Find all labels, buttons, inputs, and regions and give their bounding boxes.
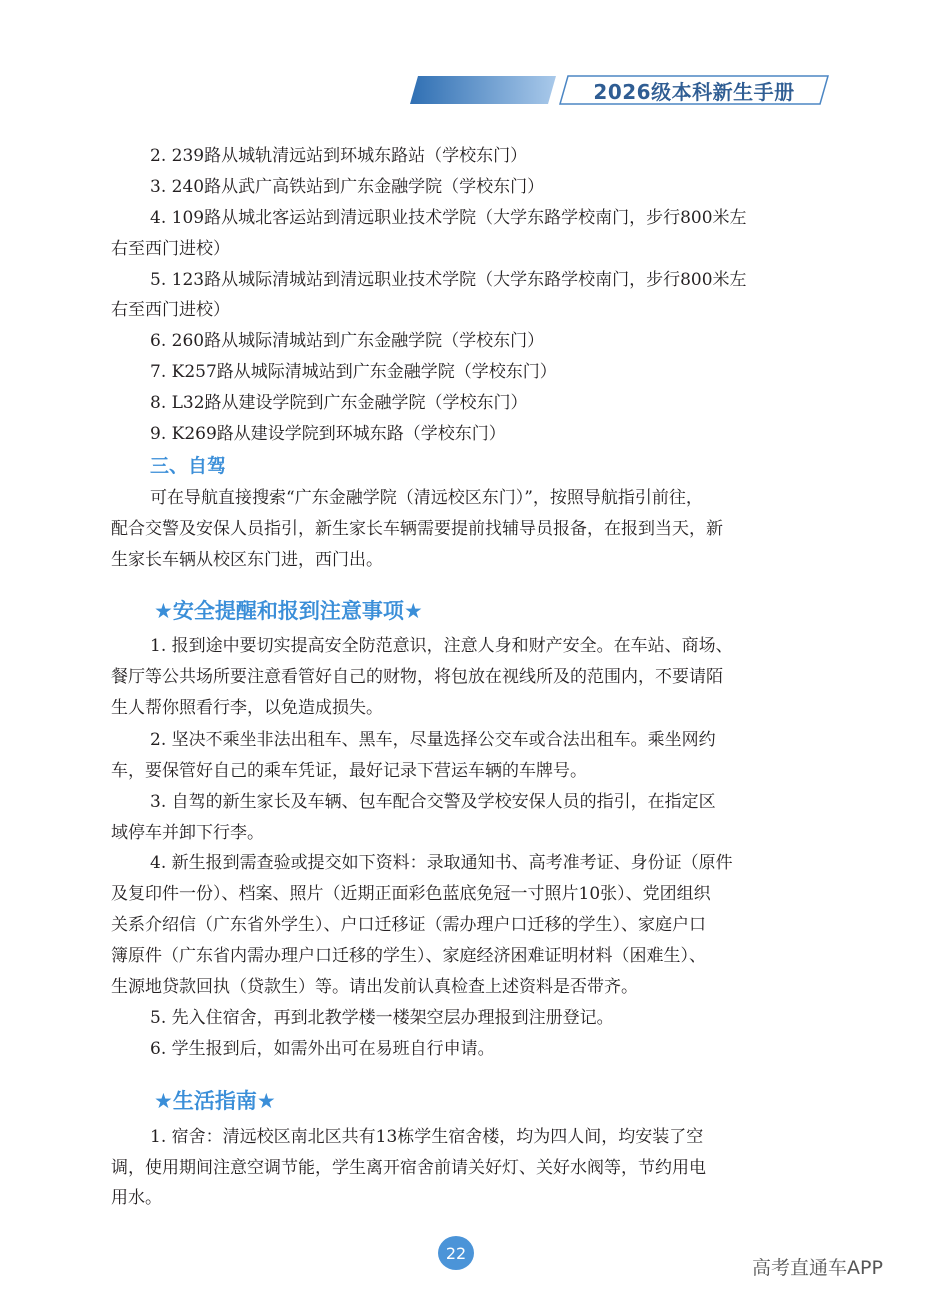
bus-line: 4. 109路从城北客运站到清远职业技术学院（大学东路学校南门，步行800米左 <box>150 208 747 228</box>
paragraph-line: 餐厅等公共场所要注意看管好自己的财物，将包放在视线所及的范围内，不要请陌 <box>111 667 723 687</box>
paragraph-line: 生家长车辆从校区东门进，西门出。 <box>111 550 383 570</box>
paragraph-line: 调，使用期间注意空调节能，学生离开宿舍前请关好灯、关好水阀等，节约用电 <box>111 1158 706 1178</box>
bus-line: 5. 123路从城际清城站到清远职业技术学院（大学东路学校南门，步行800米左 <box>150 270 747 290</box>
paragraph-line: 配合交警及安保人员指引，新生家长车辆需要提前找辅导员报备，在报到当天，新 <box>111 519 723 539</box>
paragraph-line: 簿原件（广东省内需办理户口迁移的学生）、家庭经济困难证明材料（困难生）、 <box>111 946 706 966</box>
watermark: 高考直通车APP <box>752 1257 883 1279</box>
self-drive-heading: 三、自驾 <box>150 455 227 477</box>
bus-line-continued: 右至西门进校） <box>111 300 230 320</box>
life-guide-heading: ★生活指南★ <box>154 1089 276 1113</box>
header-title: 2026级本科新生手册 <box>593 79 795 104</box>
paragraph-line: 及复印件一份）、档案、照片（近期正面彩色蓝底免冠一寸照片10张）、党团组织 <box>111 884 711 904</box>
paragraph-line: 2. 坚决不乘坐非法出租车、黑车，尽量选择公交车或合法出租车。乘坐网约 <box>150 730 716 750</box>
paragraph-line: 域停车并卸下行李。 <box>111 823 264 843</box>
bus-line: 9. K269路从建设学院到环城东路（学校东门） <box>150 424 506 444</box>
bus-line: 7. K257路从城际清城站到广东金融学院（学校东门） <box>150 362 557 382</box>
paragraph-line: 1. 宿舍：清远校区南北区共有13栋学生宿舍楼，均为四人间，均安装了空 <box>150 1127 704 1147</box>
paragraph-line: 车，要保管好自己的乘车凭证，最好记录下营运车辆的车牌号。 <box>111 761 587 781</box>
page-number: 22 <box>438 1236 474 1270</box>
paragraph-line: 3. 自驾的新生家长及车辆、包车配合交警及学校安保人员的指引，在指定区 <box>150 792 716 812</box>
paragraph-line: 生人帮你照看行李，以免造成损失。 <box>111 698 383 718</box>
bus-line-continued: 右至西门进校） <box>111 239 230 259</box>
paragraph-line: 1. 报到途中要切实提高安全防范意识，注意人身和财产安全。在车站、商场、 <box>150 636 733 656</box>
bus-line: 3. 240路从武广高铁站到广东金融学院（学校东门） <box>150 177 545 197</box>
paragraph-line: 关系介绍信（广东省外学生）、户口迁移证（需办理户口迁移的学生）、家庭户口 <box>111 915 706 935</box>
bus-line: 2. 239路从城轨清远站到环城东路站（学校东门） <box>150 146 528 166</box>
header-banner <box>0 0 928 110</box>
paragraph-line: 4. 新生报到需查验或提交如下资料：录取通知书、高考准考证、身份证（原件 <box>150 853 733 873</box>
bus-line: 8. L32路从建设学院到广东金融学院（学校东门） <box>150 393 528 413</box>
safety-section-heading: ★安全提醒和报到注意事项★ <box>154 599 423 623</box>
paragraph-line: 生源地贷款回执（贷款生）等。请出发前认真检查上述资料是否带齐。 <box>111 977 638 997</box>
bus-line: 6. 260路从城际清城站到广东金融学院（学校东门） <box>150 331 545 351</box>
paragraph-line: 6. 学生报到后，如需外出可在易班自行申请。 <box>150 1039 495 1059</box>
paragraph-line: 用水。 <box>111 1188 162 1208</box>
paragraph-line: 可在导航直接搜索“广东金融学院（清远校区东门）”，按照导航指引前往， <box>150 488 703 508</box>
paragraph-line: 5. 先入住宿舍，再到北教学楼一楼架空层办理报到注册登记。 <box>150 1008 614 1028</box>
